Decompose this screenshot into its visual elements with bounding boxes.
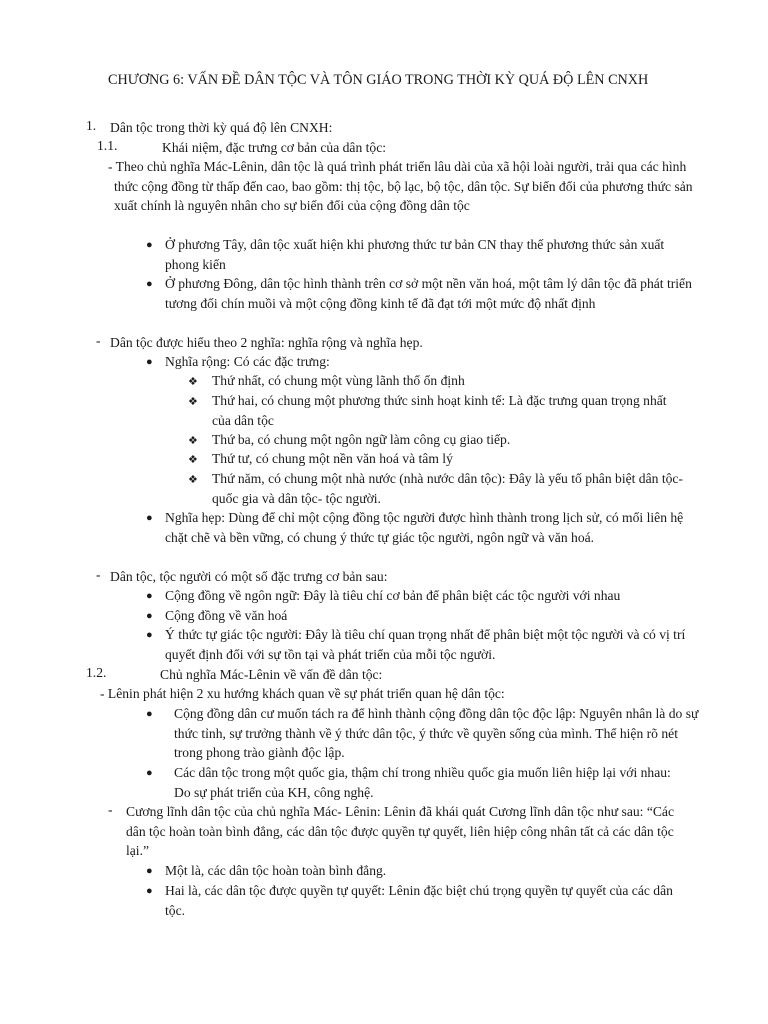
diamond-bullet-icon: ❖ (188, 474, 198, 486)
section-1-heading: Dân tộc trong thời kỳ quá độ lên CNXH: (110, 120, 333, 135)
bullet-icon: ● (146, 239, 153, 251)
bullet-icon: ● (146, 610, 153, 622)
bullet-icon: ● (146, 865, 153, 877)
bullet-culture-community: Cộng đồng về văn hoá (165, 608, 288, 623)
diamond-bullet-icon: ❖ (188, 396, 198, 408)
bullet-icon: ● (146, 278, 153, 290)
dash-national-program: Cương lĩnh dân tộc của chủ nghĩa Mác- Lênin: Lênin đã khái quát Cương lĩnh dân tộc như sau: “Các dân tộc hoàn toàn bình đẳng, các dân tộc được quyền tự quyết, liên hiệp công nhân tất cả các dân tộc lại.” (126, 804, 674, 858)
bullet-icon: ● (146, 512, 153, 524)
bullet-equality: Một là, các dân tộc hoàn toàn bình đẳng. (165, 863, 387, 878)
bullet-icon: ● (146, 885, 153, 897)
section-1-2-heading: Chủ nghĩa Mác-Lênin về vấn đề dân tộc: (160, 667, 383, 682)
trait-fifth: Thứ năm, có chung một nhà nước (nhà nước dân tộc): Đây là yếu tố phân biệt dân tộc- quốc gia và dân tộc- tộc người. (212, 471, 683, 506)
bullet-icon: ● (146, 629, 153, 641)
bullet-broad-meaning: Nghĩa rộng: Có các đặc trưng: (165, 354, 330, 369)
paragraph-marxist-definition: - Theo chủ nghĩa Mác-Lênin, dân tộc là quá trình phát triển lâu dài của xã hội loài người, trải qua các hình thức cộng đồng từ thấp đến cao, bao gồm: thị tộc, bộ lạc, bộ tộc, dân tộc. Sự biến đổi của phương thức sản xuất chính là nguyên nhân cho sự biến đổi của cộng đồng dân tộc (108, 159, 693, 213)
bullet-language-community: Cộng đồng về ngôn ngữ: Đây là tiêu chí cơ bản để phân biệt các tộc người với nhau (165, 588, 621, 603)
bullet-icon: ● (146, 708, 153, 720)
section-1-2-number: 1.2. (86, 665, 107, 680)
trait-second: Thứ hai, có chung một phương thức sinh hoạt kinh tế: Là đặc trưng quan trọng nhất của dân tộc (212, 393, 667, 428)
bullet-western: Ở phương Tây, dân tộc xuất hiện khi phương thức tư bản CN thay thế phương thức sản xuất phong kiến (165, 237, 665, 272)
bullet-icon: ● (146, 767, 153, 779)
paragraph-lenin-trends: - Lênin phát hiện 2 xu hướng khách quan về sự phát triển quan hệ dân tộc: (100, 686, 505, 701)
section-1-number: 1. (86, 118, 97, 133)
diamond-bullet-icon: ❖ (188, 454, 198, 466)
bullet-icon: ● (146, 356, 153, 368)
bullet-eastern: Ở phương Đông, dân tộc hình thành trên cơ sở một nền văn hoá, một tâm lý dân tộc đã phát triển tương đối chín muồi và một cộng đồng kinh tế đã đạt tới một mức độ nhất định (165, 276, 692, 311)
bullet-union-trend: Các dân tộc trong một quốc gia, thậm chí trong nhiều quốc gia muốn liên hiệp lại với nhau: Do sự phát triển của KH, công nghệ. (174, 765, 671, 800)
bullet-icon: ● (146, 590, 153, 602)
trait-third: Thứ ba, có chung một ngôn ngữ làm công cụ giao tiếp. (212, 432, 511, 447)
chapter-title: CHƯƠNG 6: VẤN ĐỀ DÂN TỘC VÀ TÔN GIÁO TRONG THỜI KỲ QUÁ ĐỘ LÊN CNXH (108, 72, 649, 88)
trait-fourth: Thứ tư, có chung một nền văn hoá và tâm lý (212, 451, 453, 466)
bullet-self-determination: Hai là, các dân tộc được quyền tự quyết: Lênin đặc biệt chú trọng quyền tự quyết của các dân tộc. (165, 883, 673, 918)
section-1-1-heading: Khái niệm, đặc trưng cơ bản của dân tộc: (162, 140, 387, 155)
dash-marker: - (108, 802, 113, 817)
bullet-self-awareness: Ý thức tự giác tộc người: Đây là tiêu chí quan trọng nhất để phân biệt một tộc người và có vị trí quyết định đối với sự tồn tại và phát triển của mỗi tộc người. (165, 627, 686, 662)
dash-marker: - (96, 567, 101, 582)
trait-first: Thứ nhất, có chung một vùng lãnh thổ ổn định (212, 373, 465, 388)
bullet-narrow-meaning: Nghĩa hẹp: Dùng để chỉ một cộng đồng tộc người được hình thành trong lịch sử, có mối liên hệ chặt chẽ và bền vững, có chung ý thức tự giác tộc người, ngôn ngữ và văn hoá. (165, 510, 684, 545)
dash-two-meanings: Dân tộc được hiểu theo 2 nghĩa: nghĩa rộng và nghĩa hẹp. (110, 335, 423, 350)
diamond-bullet-icon: ❖ (188, 435, 198, 447)
dash-ethnic-traits: Dân tộc, tộc người có một số đặc trưng cơ bản sau: (110, 569, 388, 584)
diamond-bullet-icon: ❖ (188, 376, 198, 388)
bullet-separation-trend: Cộng đồng dân cư muốn tách ra để hình thành cộng đồng dân tộc độc lập: Nguyên nhân là do sự thức tỉnh, sự trưởng thành về ý thức dân tộc, ý thức về quyền sống của mình. Thể hiện rõ nét trong phong trào giành độc lập. (174, 706, 699, 760)
dash-marker: - (96, 333, 101, 348)
section-1-1-number: 1.1. (97, 138, 118, 153)
